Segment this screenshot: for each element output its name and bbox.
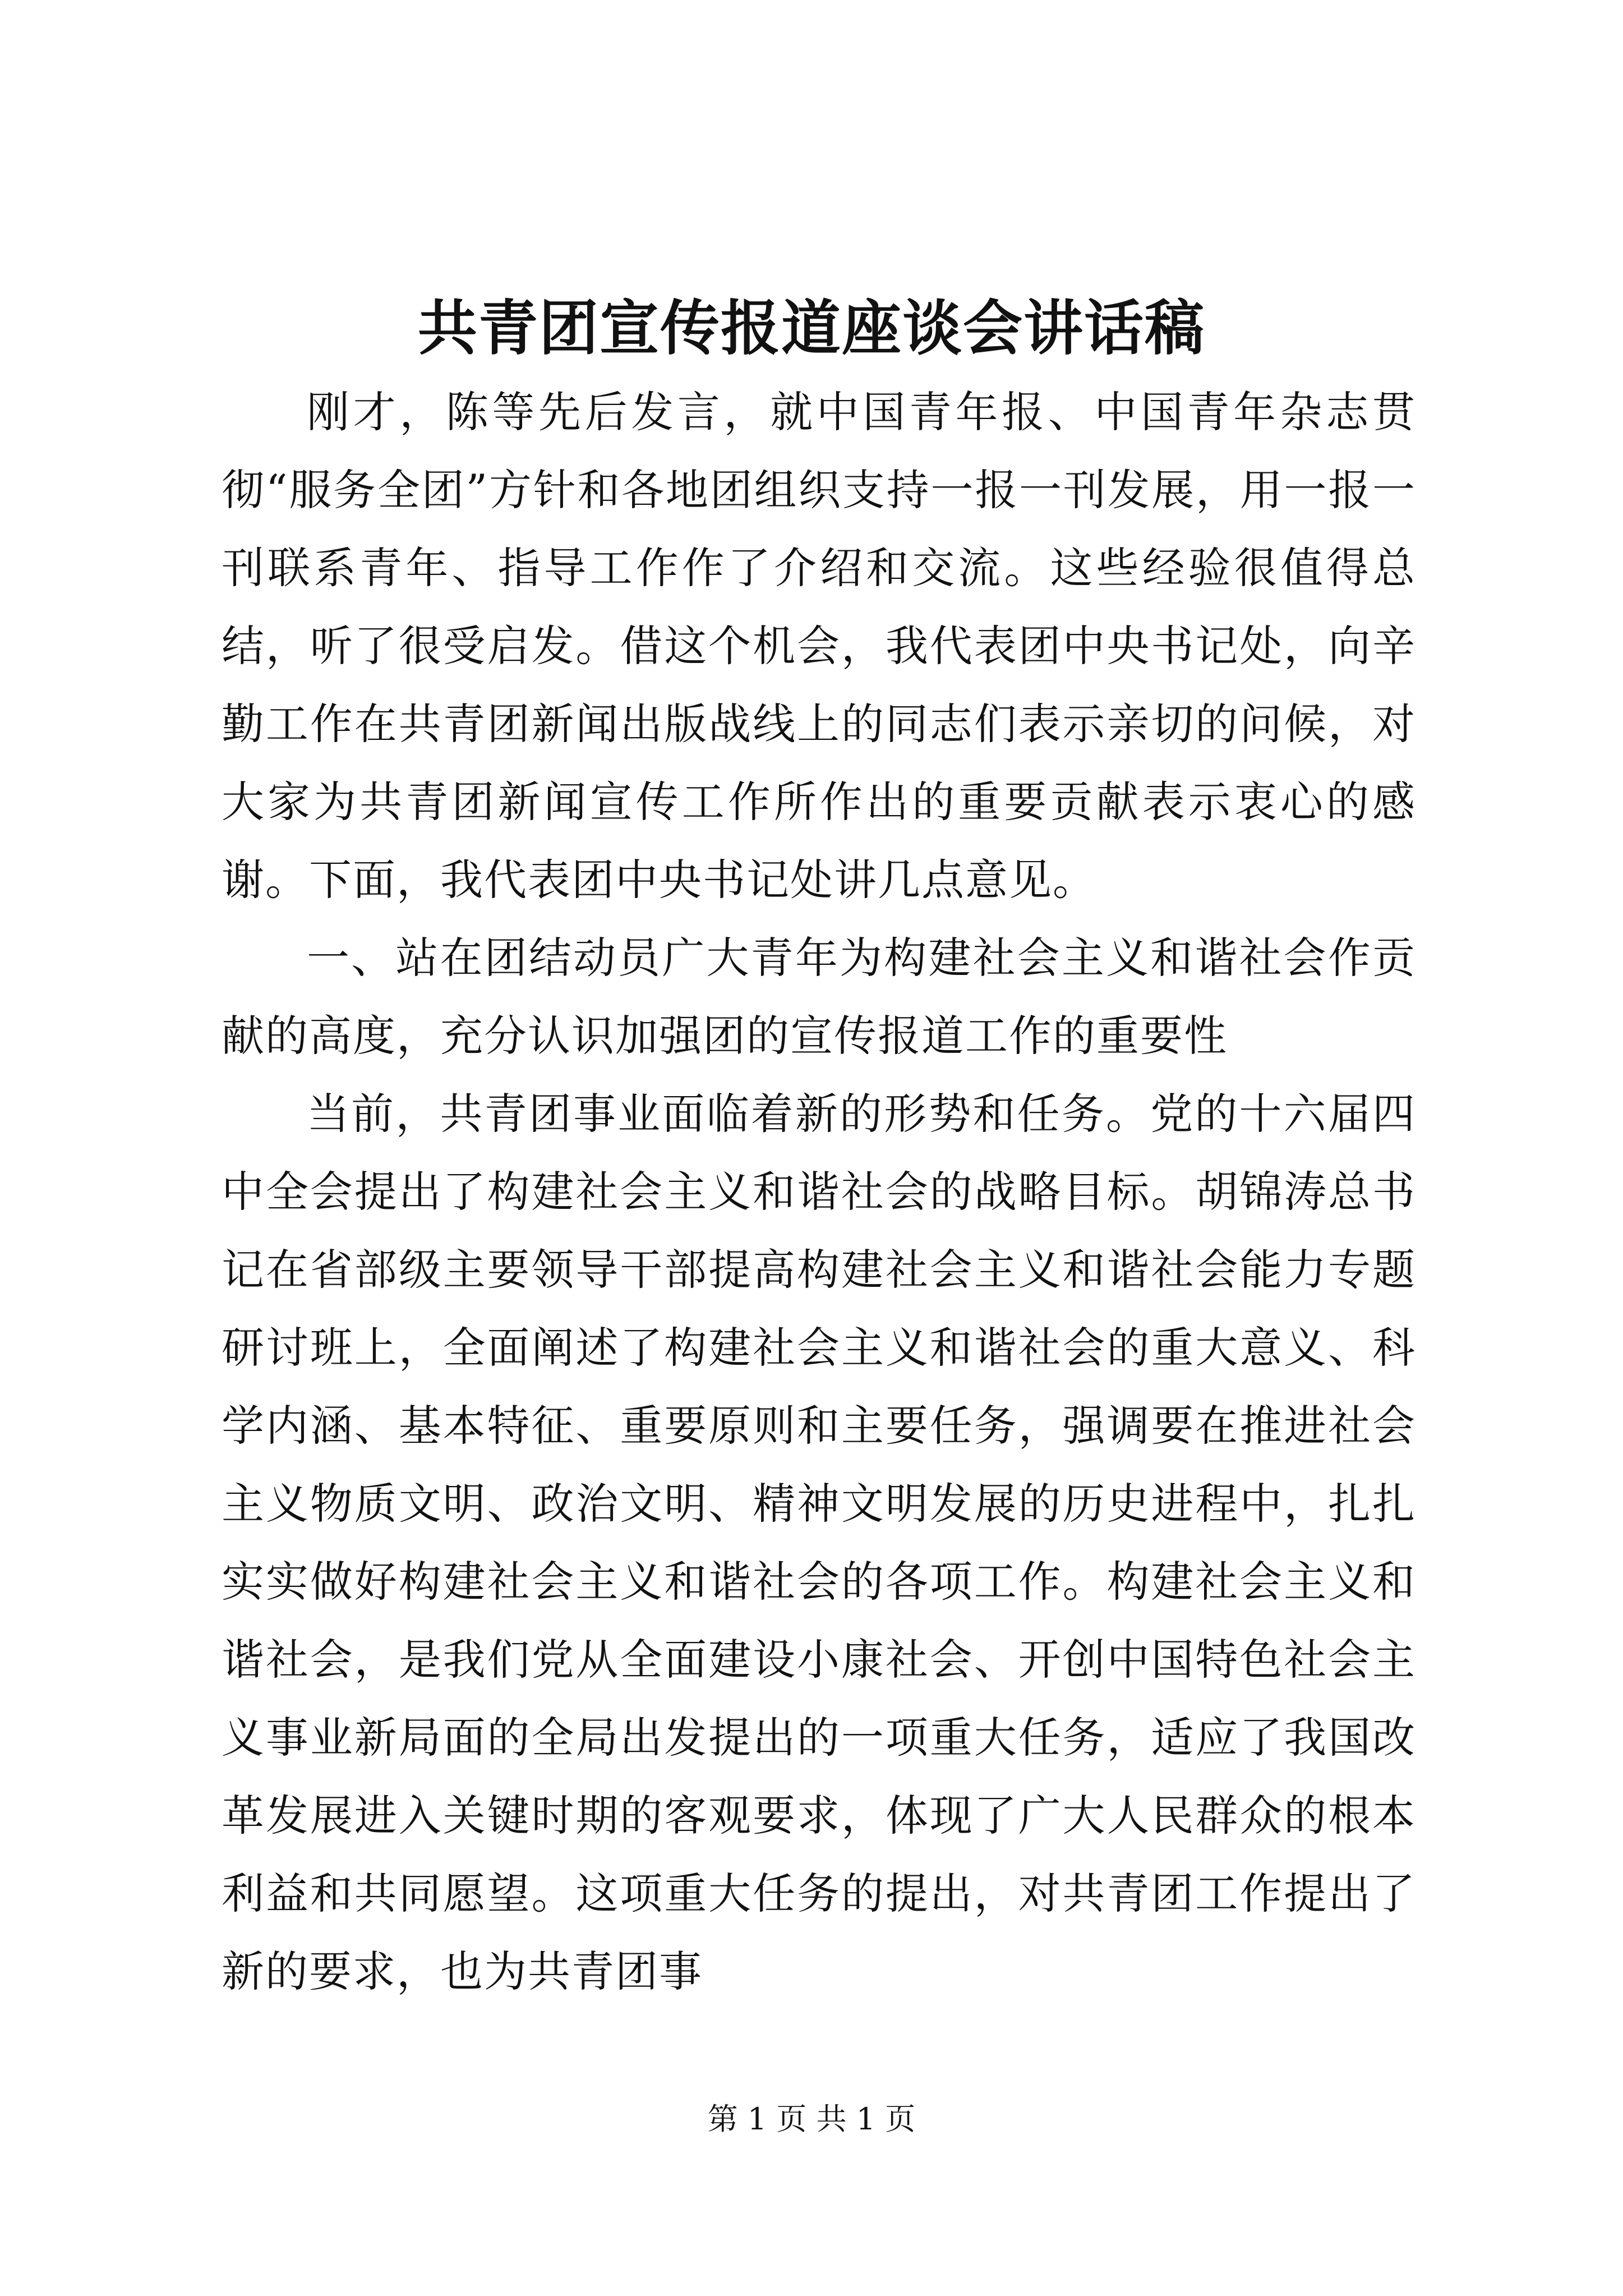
- section-heading-one: 一、站在团结动员广大青年为构建社会主义和谐社会作贡献的高度，充分认识加强团的宣传报道工作的重要性: [222, 933, 1416, 1061]
- document-title: 共青团宣传报道座谈会讲话稿: [418, 293, 1205, 363]
- document-body: [222, 373, 1416, 2010]
- page-footer: 第 1 页 共 1 页: [707, 2101, 916, 2137]
- paragraph-current-situation: 当前，共青团事业面临着新的形势和任务。党的十六届四中全会提出了构建社会主义和谐社会的战略目标。胡锦涛总书记在省部级主要领导干部提高构建社会主义和谐社会能力专题研讨班上，全面阐述了构建社会主义和谐社会的重大意义、科学内涵、基本特征、重要原则和主要任务，强调要在推进社会主义物质文明、政治文明、精神文明发展的历史进程中，扎扎实实做好构建社会主义和谐社会的各项工作。构建社会主义和谐社会，是我们党从全面建设小康社会、开创中国特色社会主义事业新局面的全局出发提出的一项重大任务，适应了我国改革发展进入关键时期的客观要求，体现了广大人民群众的根本利益和共同愿望。这项重大任务的提出，对共青团工作提出了新的要求，也为共青团事: [222, 1089, 1416, 1996]
- paragraph-intro: 刚才，陈等先后发言，就中国青年报、中国青年杂志贯彻“服务全团”方针和各地团组织支持一报一刊发展，用一报一刊联系青年、指导工作作了介绍和交流。这些经验很值得总结，听了很受启发。借这个机会，我代表团中央书记处，向辛勤工作在共青团新闻出版战线上的同志们表示亲切的问候，对大家为共青团新闻宣传工作所作出的重要贡献表示衷心的感谢。下面，我代表团中央书记处讲几点意见。: [222, 387, 1416, 905]
